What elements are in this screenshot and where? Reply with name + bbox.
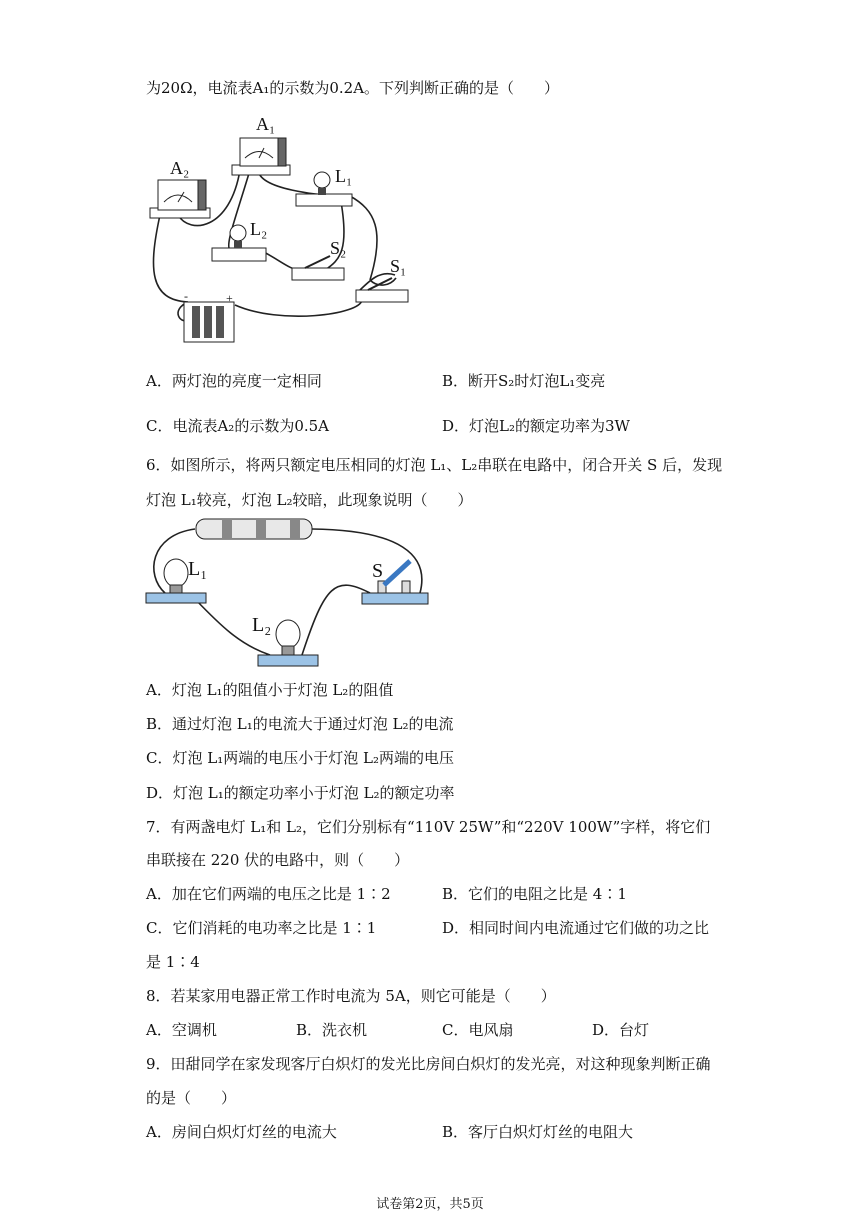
q7-option-c: C．它们消耗的电功率之比是 1∶1	[146, 919, 377, 937]
label-a1: A₁	[256, 114, 276, 134]
label-l1: L₁	[335, 166, 353, 186]
q9-option-b: B．客厅白炽灯灯丝的电阻大	[442, 1123, 634, 1141]
q6-option-c: C．灯泡 L₁两端的电压小于灯泡 L₂两端的电压	[146, 749, 454, 767]
switch-s	[362, 560, 428, 604]
battery-minus: -	[184, 289, 188, 303]
q6-stem-1: 6．如图所示，将两只额定电压相同的灯泡 L₁、L₂串联在电路中，闭合开关 S 后，发现	[146, 456, 723, 474]
q7-option-b: B．它们的电阻之比是 4∶1	[442, 885, 627, 903]
label-s1: S₁	[390, 256, 407, 276]
q7-option-d: D．相同时间内电流通过它们做的功之比	[442, 919, 710, 937]
q8-option-a: A．空调机	[146, 1021, 217, 1039]
page-footer: 试卷第2页，共5页	[376, 1197, 484, 1212]
lamp-l1	[146, 558, 207, 603]
q7-option-a: A．加在它们两端的电压之比是 1∶2	[146, 885, 391, 903]
q7-option-d-cont: 是 1∶4	[146, 953, 200, 971]
q5-stem-end: 为20Ω，电流表A₁的示数为0.2A。下列判断正确的是（ ）	[146, 79, 560, 97]
q8-option-c: C．电风扇	[442, 1021, 514, 1039]
switch-s1	[356, 256, 408, 302]
lamp-l2	[252, 614, 318, 666]
battery-plus: +	[226, 291, 233, 305]
q8-option-d: D．台灯	[592, 1021, 650, 1039]
label-l2: L₂	[250, 219, 268, 239]
lamp-l2	[212, 219, 267, 261]
q8-stem: 8．若某家用电器正常工作时电流为 5A，则它可能是（ ）	[146, 987, 556, 1005]
q6-option-b: B．通过灯泡 L₁的电流大于通过灯泡 L₂的电流	[146, 715, 454, 733]
q7-stem-2: 串联接在 220 伏的电路中，则（ ）	[146, 851, 410, 869]
label-a2: A₂	[170, 158, 190, 178]
lamp-l1	[296, 166, 352, 206]
q5-option-c: C．电流表A₂的示数为0.5A	[146, 417, 330, 435]
ammeter-a2	[150, 158, 210, 218]
label-l2: L₂	[252, 614, 272, 636]
ammeter-a1	[232, 114, 290, 175]
q6-stem-2: 灯泡 L₁较亮，灯泡 L₂较暗，此现象说明（ ）	[146, 491, 473, 509]
battery-pack	[184, 289, 234, 342]
q9-stem-2: 的是（ ）	[146, 1089, 237, 1107]
q5-option-a: A．两灯泡的亮度一定相同	[146, 372, 322, 390]
q5-option-b: B．断开S₂时灯泡L₁变亮	[442, 372, 606, 390]
q8-option-b: B．洗衣机	[296, 1021, 368, 1039]
label-l1: L₁	[188, 558, 208, 580]
q6-option-a: A．灯泡 L₁的阻值小于灯泡 L₂的阻值	[146, 681, 394, 699]
q7-stem-1: 7．有两盏电灯 L₁和 L₂，它们分别标有“110V 25W”和“220V 100W”字样，将它们	[146, 818, 711, 836]
q9-option-a: A．房间白炽灯灯丝的电流大	[146, 1123, 337, 1141]
label-s2: S₂	[330, 238, 347, 258]
q5-option-d: D．灯泡L₂的额定功率为3W	[442, 417, 630, 435]
label-s: S	[372, 560, 384, 582]
figure-series-circuit	[140, 515, 440, 675]
q9-stem-1: 9．田甜同学在家发现客厅白炽灯的发光比房间白炽灯的发光亮，对这种现象判断正确	[146, 1055, 711, 1073]
battery-cells	[196, 519, 312, 539]
figure-parallel-circuit	[140, 110, 440, 355]
q6-option-d: D．灯泡 L₁的额定功率小于灯泡 L₂的额定功率	[146, 784, 455, 802]
